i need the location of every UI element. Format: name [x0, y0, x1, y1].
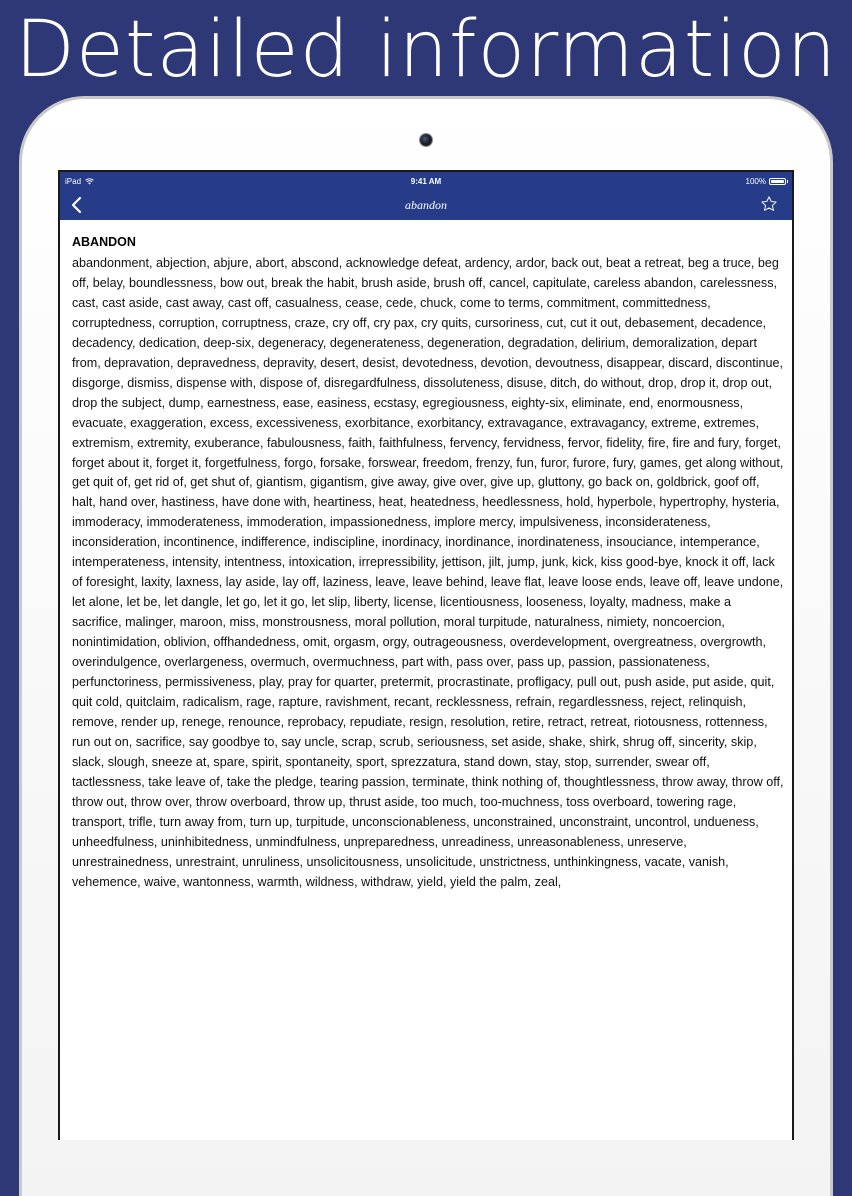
star-outline-icon: [760, 195, 778, 213]
battery-percent: 100%: [745, 177, 766, 186]
app-screen: [58, 170, 794, 1140]
status-time: 9:41 AM: [410, 177, 442, 186]
carrier-label: iPad: [65, 177, 82, 186]
nav-title: abandon: [405, 198, 447, 212]
favorite-button[interactable]: [760, 195, 778, 213]
camera-icon: [420, 134, 432, 146]
synonym-list: abandonment, abjection, abjure, abort, abscond, acknowledge defeat, ardency, ardor, back out, beat a retreat, beg a truce, beg off, belay, boundlessness, bow out, break the habit, brush aside, brush off, cancel, capitulate, careless abandon, carelessness, cast, cast aside, cast away, cast off, casualness, cease, cede, chuck, come to terms, commitment, committedness, corruptedness, corruption, corruptness, craze, cry off, cry pax, cry quits, cursoriness, cut, cut it out, debasement, decadence, decadency, dedication, deep-six, degeneracy, degenerateness, degeneration, degradation, delirium, demoralization, depart from, depravation, depravedness, depravity, desert, desist, devotedness, devotion, devoutness, disappear, discard, discontinue, disgorge, dismiss, dispense with, dispose of, disregardfulness, dissoluteness, disuse, ditch, do without, drop, drop it, drop out, drop the subject, dump, earnestness, ease, easiness, ecstasy, egregiousness, eighty-six, eliminate, end, enormousness, evacuate, exaggeration, excess, excessiveness, exorbitance, exorbitancy, extravagance, extravagancy, extreme, extremes, extremism, extremity, exuberance, fabulousness, faith, faithfulness, fervency, fervidness, fervor, fidelity, fire, fire and fury, forget, forget about it, forget it, forgetfulness, forgo, forsake, forswear, freedom, frenzy, fun, furor, furore, fury, games, get along without, get quit of, get rid of, get shut of, giantism, gigantism, give away, give over, give up, gluttony, go back on, goldbrick, goof off, halt, hand over, hastiness, have done with, heartiness, heat, heatedness, heedlessness, hold, hyperbole, hypertrophy, hysteria, immoderacy, immoderateness, immoderation, impassionedness, implore mercy, impulsiveness, inconsiderateness, inconsideration, incontinence, indifference, indiscipline, inordinacy, inordinance, inordinateness, insouciance, intemperance, intemperateness, intensity, intentness, intoxication, irrepressibility, jettison, jilt, jump, junk, kick, kiss good-bye, knock it off, lack of foresight, laxity, laxness, lay aside, lay off, laziness, leave, leave behind, leave flat, leave loose ends, leave off, leave undone, let alone, let be, let dangle, let go, let it go, let slip, liberty, license, licentiousness, looseness, loyalty, madness, make a sacrifice, malinger, maroon, miss, monstrousness, moral pollution, moral turpitude, naturalness, nimiety, noncoercion, nonintimidation, oblivion, offhandedness, omit, orgasm, orgy, outrageousness, overdevelopment, overgreatness, overgrowth, overindulgence, overlargeness, overmuch, overmuchness, part with, pass over, pass up, passion, passionateness, perfunctoriness, permissiveness, play, pray for quarter, pretermit, procrastinate, profligacy, pull out, push aside, put aside, quit, quit cold, quitclaim, radicalism, rage, rapture, ravishment, recant, recklessness, refrain, regardlessness, reject, relinquish, remove, render up, renege, renounce, reprobacy, repudiate, resign, resolution, retire, retract, retreat, riotousness, rottenness, run out on, sacrifice, say goodbye to, say uncle, scrap, scrub, seriousness, set aside, shake, shirk, shrug off, sincerity, skip, slack, slough, sneeze at, spare, spirit, spontaneity, sport, sprezzatura, stand down, stay, stop, surrender, swear off, tactlessness, take leave of, take the pledge, tearing passion, terminate, think nothing of, thoughtlessness, throw away, throw off, throw out, throw over, throw overboard, throw up, thrust aside, too much, too-muchness, toss overboard, towering rage, transport, trifle, turn away from, turn up, turpitude, unconscionableness, unconstrained, unconstraint, uncontrol, undueness, unheedfulness, uninhibitedness, unmindfulness, unpreparedness, unreadiness, unreasonableness, unreserve, unrestrainedness, unrestraint, unruliness, unsolicitousness, unsolicitude, unstrictness, unthinkingness, vacate, vanish, vehemence, waive, wantonness, warmth, wildness, withdraw, yield, yield the palm, zeal,: [72, 256, 784, 889]
entry-content: [72, 233, 784, 893]
battery-icon: [769, 178, 786, 185]
nav-bar: [60, 190, 792, 220]
entry-heading: ABANDON: [72, 235, 136, 249]
status-bar: [60, 172, 792, 190]
navigation-area: [60, 172, 792, 220]
status-battery-group: [746, 177, 786, 186]
promo-headline: Detailed information: [14, 5, 838, 95]
